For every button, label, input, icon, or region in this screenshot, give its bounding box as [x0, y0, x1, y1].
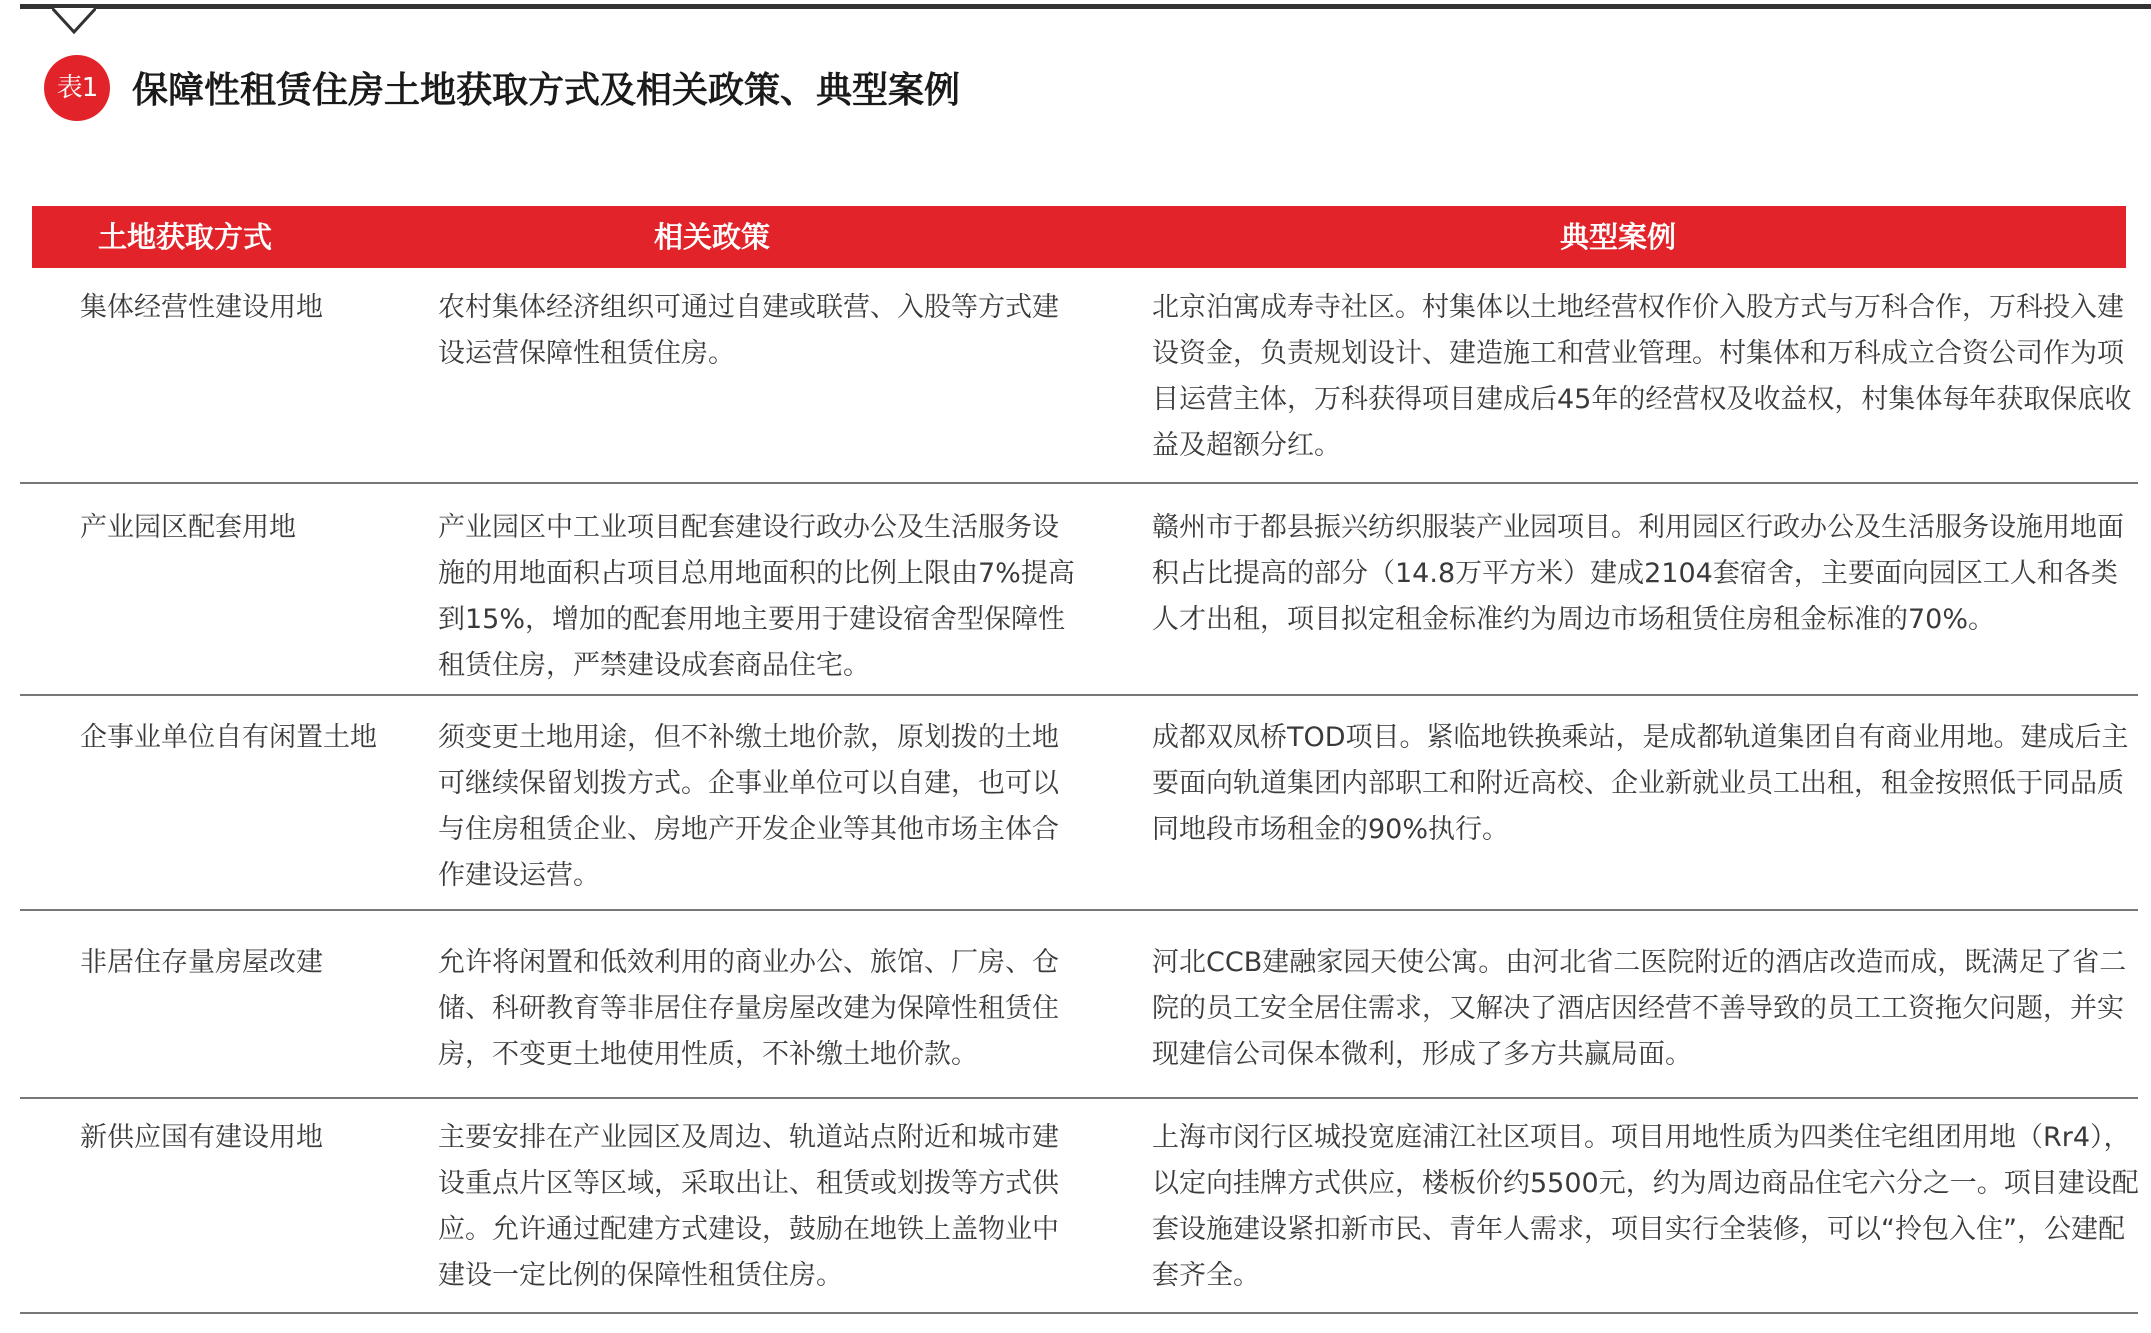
page-title: 保障性租赁住房土地获取方式及相关政策、典型案例: [132, 70, 961, 111]
table-header: [32, 206, 2126, 268]
method-cell: 集体经营性建设用地: [80, 292, 323, 323]
method-cell: 产业园区配套用地: [80, 512, 296, 543]
policy-cell: 主要安排在产业园区及周边、轨道站点附近和城市建设重点片区等区域，采取出让、租赁或划拨等方式供应。允许通过配建方式建设，鼓励在地铁上盖物业中建设一定比例的保障性租赁住房。: [438, 1122, 1059, 1291]
table-row: [20, 715, 2138, 905]
row-divider: [20, 482, 2138, 484]
table-number-badge: 表1: [44, 55, 110, 121]
case-cell: 北京泊寓成寿寺社区。村集体以土地经营权作价入股方式与万科合作，万科投入建设资金，负责规划设计、建造施工和营业管理。村集体和万科成立合资公司作为项目运营主体，万科获得项目建成后45年的经营权及收益权，村集体每年获取保底收益及超额分红。: [1152, 292, 2132, 461]
table-bottom-rule: [20, 1312, 2138, 1314]
notch-icon: [52, 8, 96, 38]
table-row: [20, 940, 2138, 1090]
case-cell: 赣州市于都县振兴纺织服装产业园项目。利用园区行政办公及生活服务设施用地面积占比提高的部分（14.8万平方米）建成2104套宿舍，主要面向园区工人和各类人才出租，项目拟定租金标准约为周边市场租赁住房租金标准的70%。: [1152, 512, 2124, 635]
policy-cell: 产业园区中工业项目配套建设行政办公及生活服务设施的用地面积占项目总用地面积的比例上限由7%提高到15%，增加的配套用地主要用于建设宿舍型保障性租赁住房，严禁建设成套商品住宅。: [438, 512, 1075, 681]
case-cell: 上海市闵行区城投宽庭浦江社区项目。项目用地性质为四类住宅组团用地（Rr4），以定向挂牌方式供应，楼板价约5500元，约为周边商品住宅六分之一。项目建设配套设施建设紧扣新市民、青年人需求，项目实行全装修，可以“拎包入住”，公建配套齐全。: [1152, 1122, 2139, 1291]
table-row: [20, 505, 2138, 695]
table-row: [20, 285, 2138, 475]
policy-cell: 须变更土地用途，但不补缴土地价款，原划拨的土地可继续保留划拨方式。企事业单位可以自建，也可以与住房租赁企业、房地产开发企业等其他市场主体合作建设运营。: [438, 722, 1059, 891]
row-divider: [20, 694, 2138, 696]
case-cell: 成都双凤桥TOD项目。紧临地铁换乘站，是成都轨道集团自有商业用地。建成后主要面向轨道集团内部职工和附近高校、企业新就业员工出租，租金按照低于同品质同地段市场租金的90%执行。: [1152, 722, 2129, 845]
policy-cell: 农村集体经济组织可通过自建或联营、入股等方式建设运营保障性租赁住房。: [438, 292, 1059, 369]
header-case: 典型案例: [1560, 220, 1677, 254]
row-divider: [20, 909, 2138, 911]
table-row: [20, 1115, 2138, 1305]
case-cell: 河北CCB建融家园天使公寓。由河北省二医院附近的酒店改造而成，既满足了省二院的员工安全居住需求，又解决了酒店因经营不善导致的员工工资拖欠问题，并实现建信公司保本微利，形成了多方共赢局面。: [1152, 947, 2127, 1070]
top-rule: [20, 4, 2151, 9]
method-cell: 非居住存量房屋改建: [80, 947, 323, 978]
header-method: 土地获取方式: [98, 220, 273, 254]
policy-cell: 允许将闲置和低效利用的商业办公、旅馆、厂房、仓储、科研教育等非居住存量房屋改建为保障性租赁住房，不变更土地使用性质，不补缴土地价款。: [438, 947, 1059, 1070]
method-cell: 新供应国有建设用地: [80, 1122, 323, 1153]
header-policy: 相关政策: [654, 220, 771, 254]
row-divider: [20, 1097, 2138, 1099]
method-cell: 企事业单位自有闲置土地: [80, 722, 377, 753]
